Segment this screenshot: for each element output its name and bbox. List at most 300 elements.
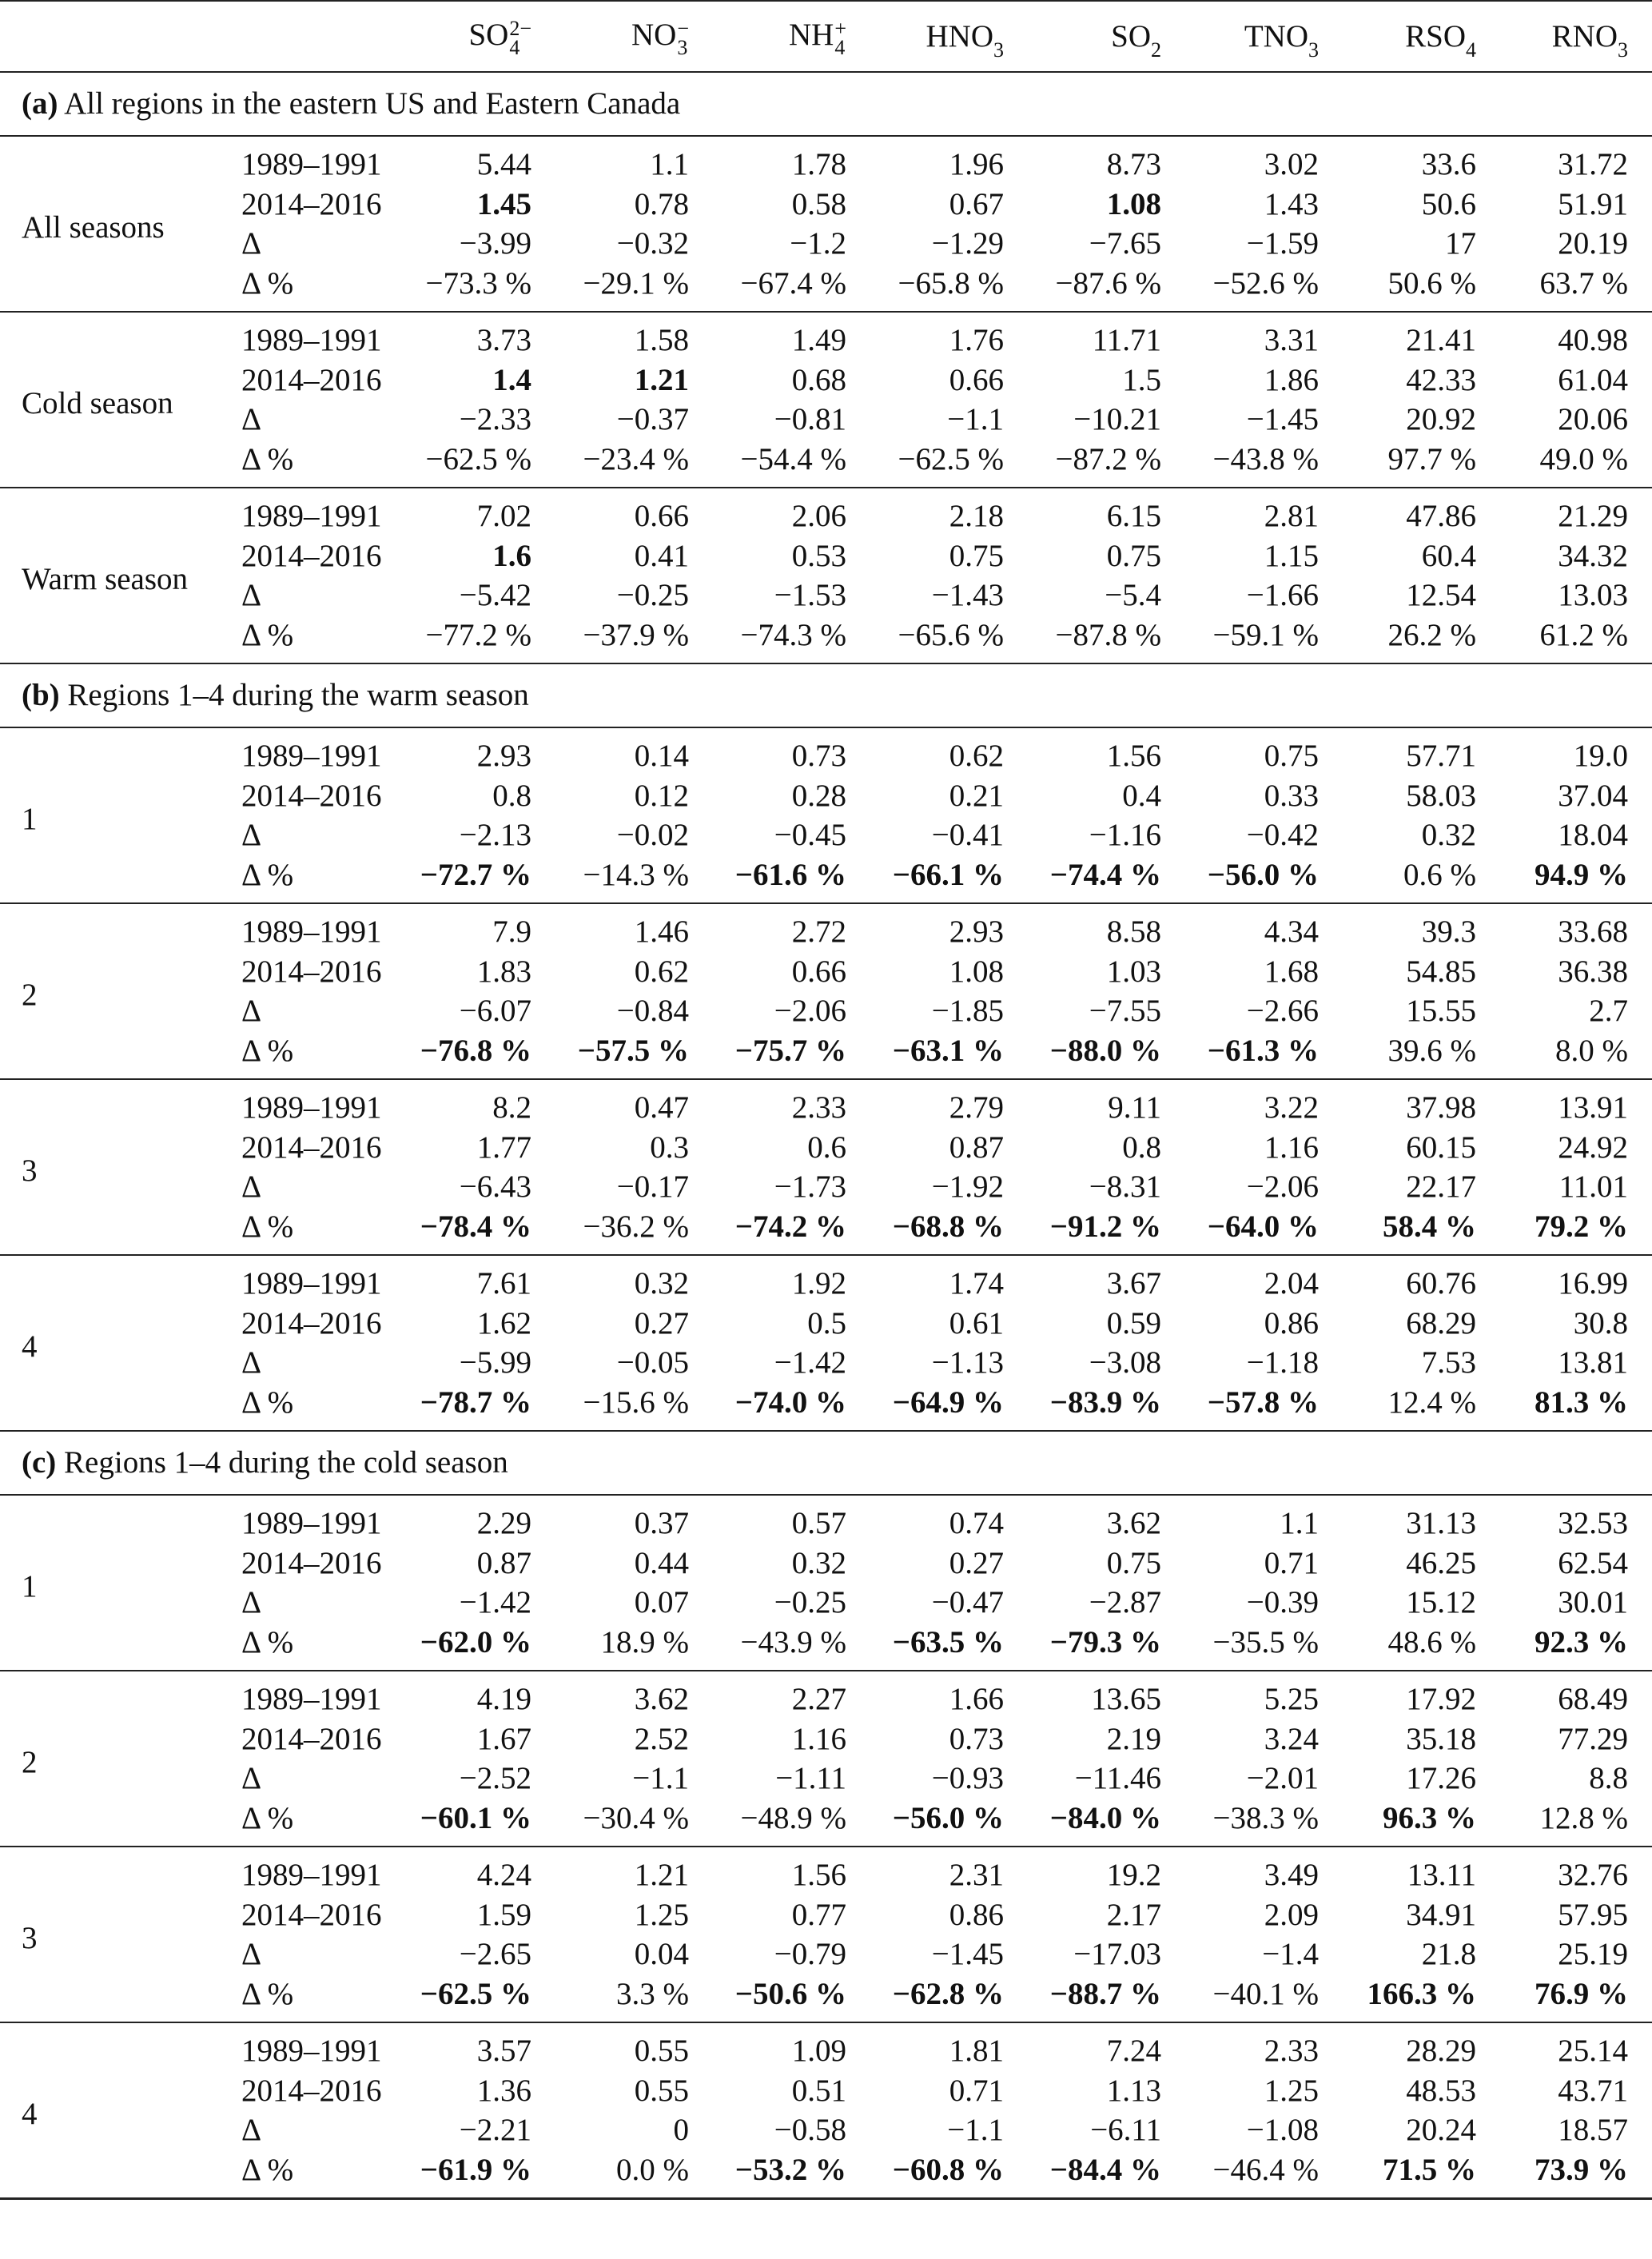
table-cell: 0.12: [634, 778, 689, 813]
table-cell: 0.07: [634, 1585, 689, 1620]
table-cell: 0.44: [634, 1545, 689, 1580]
table-cell: 0.78: [634, 186, 689, 221]
section-title-text: All regions in the eastern US and Eastern Canada: [58, 86, 681, 122]
column-header-sub: 3: [1618, 38, 1628, 62]
table-cell: 2.06: [791, 499, 846, 533]
table-cell: −1.08: [1246, 2113, 1319, 2147]
column-header-sup: −: [677, 16, 689, 40]
table-cell: −91.2 %: [1021, 1207, 1179, 1256]
table-cell: 2.52: [634, 1721, 689, 1756]
table-cell: 79.2 %: [1494, 1207, 1652, 1256]
table-cell: 48.6 %: [1336, 1623, 1494, 1671]
table-cell: 2.72: [791, 914, 846, 949]
table-row: [0, 991, 1652, 1031]
table-cell: 0.73: [949, 1721, 1004, 1756]
table-cell: 1.67: [476, 1721, 531, 1756]
table-cell: 0.27: [949, 1545, 1004, 1580]
table-cell: −0.45: [774, 818, 846, 852]
column-header: [549, 1, 707, 72]
table-cell: 71.5 %: [1336, 2150, 1494, 2199]
row-period-label: Δ %: [217, 1974, 392, 2023]
table-cell: 73.9 %: [1494, 2150, 1652, 2199]
table-cell: 15.12: [1406, 1585, 1476, 1620]
row-period-label: Δ: [241, 1169, 262, 1204]
table-cell: 3.24: [1264, 1721, 1319, 1756]
table-cell: 0.75: [1106, 538, 1161, 573]
table-cell: 0.21: [949, 778, 1004, 813]
table-cell: −0.41: [931, 818, 1004, 852]
row-period-label: Δ: [241, 1585, 262, 1620]
table-cell: −5.42: [459, 578, 531, 612]
table-cell: −1.29: [931, 226, 1004, 261]
table-cell: 12.4 %: [1336, 1383, 1494, 1432]
section-header-row: [0, 72, 1652, 136]
table-cell: 2.17: [1106, 1897, 1161, 1932]
table-cell: 0.37: [634, 1506, 689, 1540]
table-cell: 13.03: [1558, 578, 1628, 612]
table-row: [0, 1623, 1652, 1671]
table-row: [0, 264, 1652, 313]
table-cell: 3.62: [634, 1682, 689, 1716]
table-cell: −88.7 %: [1021, 1974, 1179, 2023]
table-cell: −1.13: [931, 1345, 1004, 1380]
row-period-label: 2014–2016: [241, 954, 382, 989]
table-cell: 0: [673, 2113, 689, 2147]
column-header-base: RSO: [1405, 18, 1466, 54]
table-row: [0, 903, 1652, 952]
table-cell: 37.98: [1406, 1090, 1476, 1125]
section-title: [0, 663, 1652, 727]
row-period-label: Δ %: [217, 440, 392, 488]
table-cell: 46.25: [1406, 1545, 1476, 1580]
table-cell: 19.0: [1573, 739, 1628, 773]
section-letter: (b): [22, 678, 60, 713]
table-cell: 1.03: [1106, 954, 1161, 989]
table-cell: −56.0 %: [1179, 855, 1336, 904]
row-period-label: 2014–2016: [241, 1897, 382, 1932]
table-cell: −37.9 %: [549, 616, 707, 664]
table-cell: 48.53: [1406, 2073, 1476, 2108]
table-cell: −63.5 %: [864, 1623, 1021, 1671]
table-cell: 0.68: [791, 362, 846, 397]
table-cell: −5.4: [1105, 578, 1161, 612]
table-cell: 2.93: [949, 914, 1004, 949]
table-cell: −7.55: [1089, 994, 1161, 1028]
table-cell: 39.6 %: [1336, 1031, 1494, 1080]
table-cell: 57.71: [1406, 739, 1476, 773]
table-cell: 1.25: [634, 1897, 689, 1932]
table-cell: 1.83: [476, 954, 531, 989]
table-cell: 0.55: [634, 2073, 689, 2108]
group-label: Warm season: [0, 488, 217, 663]
table-cell: 33.68: [1558, 914, 1628, 949]
table-cell: −30.4 %: [549, 1799, 707, 1847]
row-period-label: Δ: [241, 1761, 262, 1795]
table-cell: 20.92: [1406, 402, 1476, 436]
table-cell: 0.58: [791, 186, 846, 221]
table-cell: 42.33: [1406, 362, 1476, 397]
column-header-sup: +: [834, 16, 846, 40]
table-row: [0, 1128, 1652, 1168]
table-row: [0, 727, 1652, 776]
table-cell: −64.9 %: [864, 1383, 1021, 1432]
row-period-label: Δ: [241, 402, 262, 436]
table-cell: 0.0 %: [549, 2150, 707, 2199]
table-cell: −1.1: [632, 1761, 689, 1795]
table-cell: 50.6: [1421, 186, 1476, 221]
column-header-sub: 4: [1466, 38, 1476, 62]
table-cell: −61.9 %: [392, 2150, 549, 2199]
table-cell: 24.92: [1558, 1130, 1628, 1165]
table-cell: 25.14: [1558, 2034, 1628, 2068]
table-row: [0, 440, 1652, 488]
table-cell: −62.0 %: [392, 1623, 549, 1671]
table-cell: 0.28: [791, 778, 846, 813]
row-period-label: 1989–1991: [241, 499, 382, 533]
group-label: 3: [0, 1079, 217, 1255]
table-cell: 1.58: [634, 323, 689, 357]
table-cell: −1.1: [947, 2113, 1004, 2147]
table-cell: −1.53: [774, 578, 846, 612]
table-cell: 0.75: [1106, 1545, 1161, 1580]
table-cell: 0.66: [634, 499, 689, 533]
table-cell: −2.66: [1246, 994, 1319, 1028]
group-label: 1: [0, 727, 217, 903]
table-cell: 0.4: [1122, 778, 1161, 813]
column-header-sub: 4: [509, 35, 520, 59]
table-cell: 28.29: [1406, 2034, 1476, 2068]
table-cell: 1.81: [949, 2034, 1004, 2068]
table-cell: 2.33: [1264, 2034, 1319, 2068]
table-cell: 30.01: [1558, 1585, 1628, 1620]
table-cell: 1.25: [1264, 2073, 1319, 2108]
group-label: All seasons: [0, 136, 217, 312]
table-cell: 0.5: [807, 1305, 846, 1341]
table-row: [0, 312, 1652, 361]
table-cell: 2.81: [1264, 499, 1319, 533]
column-header: [1336, 1, 1494, 72]
table-cell: 0.62: [634, 954, 689, 989]
table-cell: 3.3 %: [549, 1974, 707, 2023]
table-cell: 0.8: [492, 778, 531, 813]
table-cell: 34.91: [1406, 1897, 1476, 1932]
table-cell: −59.1 %: [1179, 616, 1336, 664]
table-cell: 0.3: [650, 1130, 689, 1165]
table-cell: −72.7 %: [392, 855, 549, 904]
table-cell: −1.66: [1246, 578, 1319, 612]
table-cell: −6.43: [459, 1169, 531, 1204]
table-cell: 61.2 %: [1494, 616, 1652, 664]
table-cell: 20.06: [1558, 402, 1628, 436]
table-cell: −61.3 %: [1179, 1031, 1336, 1080]
table-cell: 35.18: [1406, 1721, 1476, 1756]
table-cell: −1.42: [774, 1345, 846, 1380]
table-cell: 60.15: [1406, 1130, 1476, 1165]
table-cell: 0.71: [949, 2073, 1004, 2108]
column-header-sup: 2−: [509, 16, 531, 40]
table-cell: −60.8 %: [864, 2150, 1021, 2199]
table-cell: −35.5 %: [1179, 1623, 1336, 1671]
table-cell: −0.17: [616, 1169, 689, 1204]
table-cell: 51.91: [1558, 186, 1628, 221]
column-header: [864, 1, 1021, 72]
table-cell: −75.7 %: [707, 1031, 864, 1080]
table-cell: 13.11: [1407, 1858, 1476, 1892]
table-row: [0, 488, 1652, 536]
table-cell: 2.04: [1264, 1266, 1319, 1301]
table-cell: 1.76: [949, 323, 1004, 357]
group-label: 2: [0, 1671, 217, 1847]
table-cell: −74.3 %: [707, 616, 864, 664]
table-cell: −0.02: [616, 818, 689, 852]
table-cell: 31.72: [1558, 147, 1628, 181]
table-cell: −67.4 %: [707, 264, 864, 313]
table-row: [0, 815, 1652, 855]
row-period-label: Δ %: [217, 1623, 392, 1671]
table-cell: 1.86: [1264, 362, 1319, 397]
table-cell: 0.32: [791, 1545, 846, 1580]
table-cell: 3.02: [1264, 147, 1319, 181]
table-cell: 1.08: [1106, 186, 1161, 221]
table-cell: 20.24: [1406, 2113, 1476, 2147]
table-cell: −29.1 %: [549, 264, 707, 313]
table-cell: −74.2 %: [707, 1207, 864, 1256]
table-cell: 0.71: [1264, 1545, 1319, 1580]
table-cell: 18.57: [1558, 2113, 1628, 2147]
row-period-label: Δ %: [217, 855, 392, 904]
table-cell: 0.86: [949, 1897, 1004, 1932]
table-cell: 12.8 %: [1494, 1799, 1652, 1847]
table-cell: 0.51: [791, 2073, 846, 2108]
table-row: [0, 1383, 1652, 1432]
group-label: 1: [0, 1495, 217, 1671]
table-cell: 0.61: [949, 1305, 1004, 1341]
table-cell: −10.21: [1073, 402, 1161, 436]
table-cell: −23.4 %: [549, 440, 707, 488]
table-cell: 1.21: [634, 362, 689, 397]
table-cell: 5.44: [476, 147, 531, 181]
table-cell: 60.4: [1421, 538, 1476, 573]
table-cell: 60.76: [1406, 1266, 1476, 1301]
table-cell: −3.99: [459, 226, 531, 261]
table-cell: −78.7 %: [392, 1383, 549, 1432]
table-cell: 61.04: [1558, 362, 1628, 397]
table-cell: 32.53: [1558, 1506, 1628, 1540]
table-row: [0, 1719, 1652, 1759]
table-cell: 1.96: [949, 147, 1004, 181]
table-cell: 13.81: [1558, 1345, 1628, 1380]
table-cell: 4.19: [476, 1682, 531, 1716]
table-cell: 15.55: [1406, 994, 1476, 1028]
table-cell: 1.13: [1106, 2073, 1161, 2108]
table-cell: 1.15: [1264, 538, 1319, 573]
section-letter: (c): [22, 1445, 57, 1480]
table-cell: −1.2: [790, 226, 846, 261]
table-row: [0, 1583, 1652, 1623]
table-cell: −1.18: [1246, 1345, 1319, 1380]
table-cell: 17.92: [1406, 1682, 1476, 1716]
table-cell: 1.16: [791, 1721, 846, 1756]
table-cell: 0.66: [791, 954, 846, 989]
table-cell: 0.14: [634, 739, 689, 773]
table-row: [0, 2071, 1652, 2111]
column-header-base: NO: [631, 18, 677, 53]
table-row: [0, 1671, 1652, 1719]
column-header-sub: 3: [993, 38, 1004, 62]
table-cell: 2.29: [476, 1506, 531, 1540]
table-cell: −77.2 %: [392, 616, 549, 664]
row-period-label: Δ: [241, 578, 262, 612]
row-period-label: 2014–2016: [241, 2073, 382, 2108]
table-cell: 3.62: [1106, 1506, 1161, 1540]
table-row: [0, 1304, 1652, 1344]
table-cell: −14.3 %: [549, 855, 707, 904]
table-cell: 31.13: [1406, 1506, 1476, 1540]
table-cell: −1.59: [1246, 226, 1319, 261]
table-cell: 2.33: [791, 1090, 846, 1125]
table-cell: −2.52: [459, 1761, 531, 1795]
row-period-label: 2014–2016: [241, 778, 382, 813]
table-row: [0, 776, 1652, 816]
table-cell: −65.6 %: [864, 616, 1021, 664]
table-cell: −66.1 %: [864, 855, 1021, 904]
table-cell: 2.31: [949, 1858, 1004, 1892]
row-period-label: Δ %: [217, 264, 392, 313]
table-cell: 13.91: [1558, 1090, 1628, 1125]
table-cell: 1.74: [949, 1266, 1004, 1301]
table-cell: −68.8 %: [864, 1207, 1021, 1256]
group-label: 2: [0, 903, 217, 1079]
table-cell: −43.9 %: [707, 1623, 864, 1671]
table-row: [0, 1495, 1652, 1544]
row-period-label: Δ %: [217, 1031, 392, 1080]
table-cell: −1.16: [1089, 818, 1161, 852]
table-cell: 8.8: [1589, 1761, 1628, 1795]
section-title-text: Regions 1–4 during the cold season: [56, 1445, 508, 1480]
table-cell: 7.61: [476, 1266, 531, 1301]
table-cell: 1.36: [476, 2073, 531, 2108]
table-cell: −1.4: [1262, 1937, 1319, 1971]
table-cell: −1.1: [947, 402, 1004, 436]
table-cell: 81.3 %: [1494, 1383, 1652, 1432]
table-row: [0, 185, 1652, 225]
table-cell: 47.86: [1406, 499, 1476, 533]
table-cell: 0.6: [807, 1130, 846, 1165]
row-period-label: 1989–1991: [241, 1506, 382, 1540]
table-cell: 0.87: [949, 1130, 1004, 1165]
table-cell: −1.45: [1246, 402, 1319, 436]
table-cell: −53.2 %: [707, 2150, 864, 2199]
table-row: [0, 576, 1652, 616]
table-cell: 34.32: [1558, 538, 1628, 573]
table-cell: −62.5 %: [392, 1974, 549, 2023]
table-cell: 92.3 %: [1494, 1623, 1652, 1671]
row-period-label: Δ: [241, 994, 262, 1028]
table-cell: 2.93: [476, 739, 531, 773]
column-header-base: SO: [468, 18, 509, 53]
table-cell: 0.66: [949, 362, 1004, 397]
column-header-base: TNO: [1244, 18, 1308, 54]
table-cell: −0.93: [931, 1761, 1004, 1795]
table-cell: −1.92: [931, 1169, 1004, 1204]
table-cell: −65.8 %: [864, 264, 1021, 313]
section-title: [0, 1431, 1652, 1495]
table-cell: −60.1 %: [392, 1799, 549, 1847]
table-row: [0, 1079, 1652, 1128]
table-cell: −87.6 %: [1021, 264, 1179, 313]
table-cell: 3.73: [476, 323, 531, 357]
section-letter: (a): [22, 86, 58, 122]
column-header-sub: 2: [1151, 38, 1161, 62]
table-cell: −84.4 %: [1021, 2150, 1179, 2199]
table-cell: −6.07: [459, 994, 531, 1028]
table-cell: 2.7: [1589, 994, 1628, 1028]
table-cell: 0.27: [634, 1305, 689, 1341]
table-cell: 19.2: [1106, 1858, 1161, 1892]
table-cell: −2.13: [459, 818, 531, 852]
table-cell: 17: [1445, 226, 1476, 261]
table-cell: −0.42: [1246, 818, 1319, 852]
table-cell: 77.29: [1558, 1721, 1628, 1756]
table-row: [0, 1255, 1652, 1304]
table-cell: −83.9 %: [1021, 1383, 1179, 1432]
table-cell: −7.65: [1089, 226, 1161, 261]
table-cell: −38.3 %: [1179, 1799, 1336, 1847]
table-cell: 0.57: [791, 1506, 846, 1540]
table-row: [0, 2022, 1652, 2071]
table-row: [0, 1031, 1652, 1080]
column-header-sub: 3: [677, 35, 688, 59]
table-row: [0, 1974, 1652, 2023]
column-header: [1179, 1, 1336, 72]
table-cell: −61.6 %: [707, 855, 864, 904]
table-cell: 8.0 %: [1494, 1031, 1652, 1080]
table-cell: −1.43: [931, 578, 1004, 612]
column-header: [707, 1, 864, 72]
table-cell: 12.54: [1406, 578, 1476, 612]
table-cell: 2.19: [1106, 1721, 1161, 1756]
table-cell: −87.2 %: [1021, 440, 1179, 488]
column-header-base: SO: [1111, 18, 1151, 54]
row-period-label: 1989–1991: [241, 739, 382, 773]
column-header-base: HNO: [926, 18, 993, 54]
row-period-label: Δ: [241, 1345, 262, 1380]
table-cell: −2.01: [1246, 1761, 1319, 1795]
table-cell: −8.31: [1089, 1169, 1161, 1204]
table-cell: −79.3 %: [1021, 1623, 1179, 1671]
table-cell: −2.65: [459, 1937, 531, 1971]
row-period-label: 1989–1991: [241, 914, 382, 949]
row-period-label: 1989–1991: [241, 1090, 382, 1125]
table-cell: 97.7 %: [1336, 440, 1494, 488]
table-cell: 1.4: [492, 362, 531, 397]
table-body: [0, 72, 1652, 2199]
table-cell: 7.9: [492, 914, 531, 949]
section-header-row: [0, 663, 1652, 727]
table-cell: 17.26: [1406, 1761, 1476, 1795]
table-cell: 0.62: [949, 739, 1004, 773]
table-cell: 1.1: [1280, 1506, 1319, 1540]
table-cell: −62.8 %: [864, 1974, 1021, 2023]
table-cell: −62.5 %: [864, 440, 1021, 488]
table-cell: 1.59: [476, 1897, 531, 1932]
row-period-label: 2014–2016: [241, 1545, 382, 1580]
table-cell: 43.71: [1558, 2073, 1628, 2108]
table-cell: −48.9 %: [707, 1799, 864, 1847]
table-cell: 0.74: [949, 1506, 1004, 1540]
table-cell: −57.8 %: [1179, 1383, 1336, 1432]
table-cell: 1.45: [476, 186, 531, 221]
